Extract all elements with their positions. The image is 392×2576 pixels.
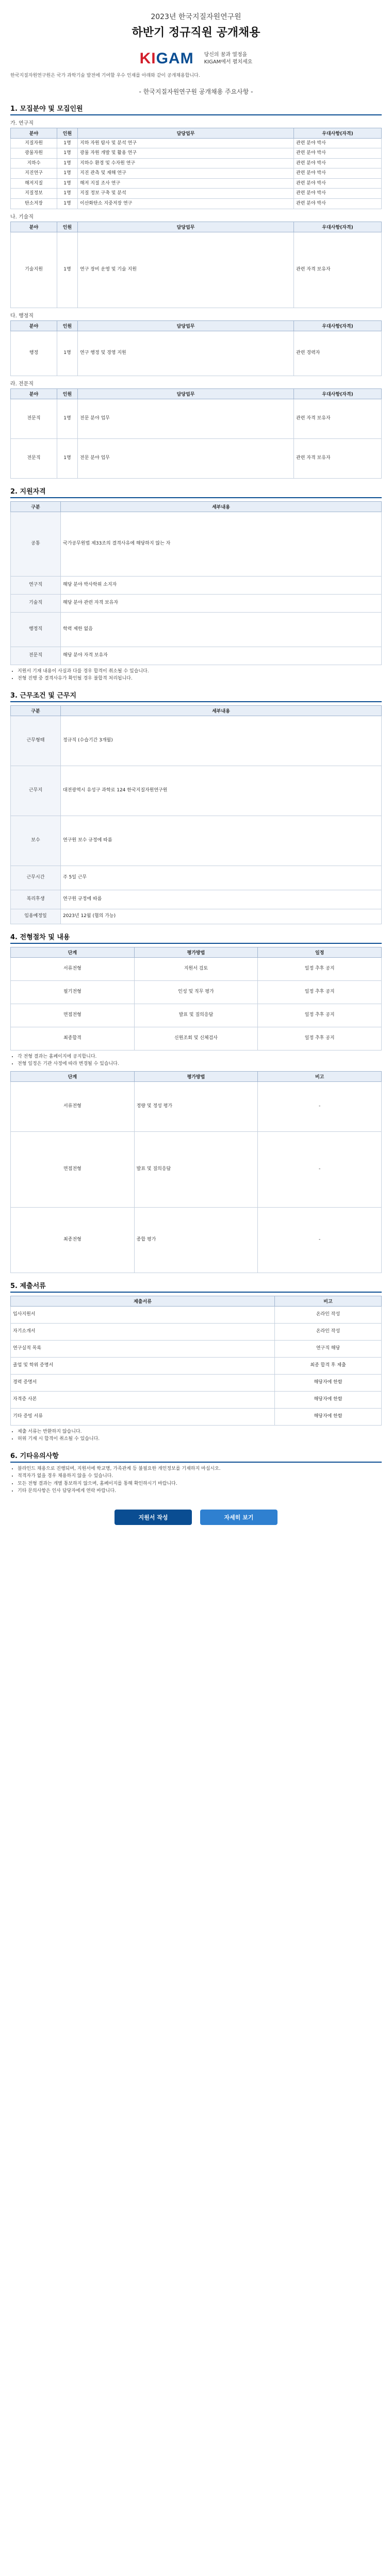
cell-duty: 광물 자원 개발 및 활용 연구 [78, 148, 294, 159]
cell-value: 국가공무원법 제33조의 결격사유에 해당하지 않는 자 [61, 512, 382, 576]
cell-method: 신원조회 및 신체검사 [134, 1027, 258, 1050]
table-row [11, 189, 382, 199]
th-duty: 담당업무 [78, 388, 294, 399]
intro-text: 한국지질자원연구원은 국가 과학기술 발전에 기여할 우수 인재를 아래와 같이 공개채용합니다. [10, 73, 200, 78]
conditions-table [10, 705, 382, 924]
logo-part-b: GAM [156, 50, 194, 67]
cell-key: 공통 [11, 512, 61, 576]
th-schedule: 일정 [258, 947, 382, 957]
cell-note: - [258, 1131, 382, 1207]
schedule-table [10, 947, 382, 1050]
cell-note: 최종 합격 후 제출 [275, 1357, 382, 1374]
cell-method: 인성 및 직무 평가 [134, 980, 258, 1004]
section-title-4: 4. 전형절차 및 내용 [10, 931, 382, 944]
cell-note: 연구직 해당 [275, 1340, 382, 1357]
th-duty: 담당업무 [78, 128, 294, 138]
cell-duty: 전문 분야 업무 [78, 399, 294, 438]
table-row [11, 199, 382, 209]
kigam-logo [140, 50, 194, 67]
logo-row [10, 50, 382, 67]
cell-value: 연구원 보수 규정에 따름 [61, 816, 382, 866]
cell-value: 해당 분야 자격 보유자 [61, 647, 382, 665]
list-item: • 지원서 기재 내용이 사실과 다를 경우 합격이 취소될 수 있습니다. [18, 668, 382, 675]
cell-value: 해당 분야 관련 자격 보유자 [61, 594, 382, 612]
cell-document: 자기소개서 [11, 1323, 275, 1340]
table-row [11, 647, 382, 665]
cell-count: 1명 [57, 158, 78, 168]
logo-part-a: KI [139, 50, 156, 67]
table-header-row [11, 320, 382, 331]
cell-field: 탄소저장 [11, 199, 57, 209]
cell-note: 온라인 작성 [275, 1306, 382, 1323]
cell-field: 지질자원 [11, 138, 57, 148]
cell-key: 근무지 [11, 766, 61, 816]
cell-field: 기술지원 [11, 232, 57, 308]
th-field: 분야 [11, 388, 57, 399]
th-content: 세부내용 [61, 705, 382, 716]
cell-method: 발표 및 질의응답 [134, 1004, 258, 1027]
documents-table [10, 1296, 382, 1426]
cell-document: 자격증 사본 [11, 1391, 275, 1408]
table-row [11, 816, 382, 866]
table-header-row [11, 388, 382, 399]
th-division: 구분 [11, 705, 61, 716]
list-item: • 블라인드 채용으로 진행되며, 지원서에 학교명, 가족관계 등 불필요한 개인정보를 기재하지 마십시오. [18, 1466, 382, 1473]
header-top: 2023년 한국지질자원연구원 [151, 13, 241, 21]
cell-method: 종합 평가 [134, 1207, 258, 1273]
cell-qual: 관련 분야 박사 [294, 158, 382, 168]
page [5, 0, 387, 1540]
cell-method: 지원서 검토 [134, 957, 258, 980]
section-process [10, 931, 382, 1273]
cell-value: 2023년 12월 (협의 가능) [61, 909, 382, 924]
research-table [10, 128, 382, 209]
cell-stage: 서류전형 [11, 957, 135, 980]
table-row [11, 909, 382, 924]
list-item: • 전형 일정은 기관 사정에 따라 변경될 수 있습니다. [18, 1061, 382, 1068]
th-method: 평가방법 [134, 1071, 258, 1081]
cell-qual: 관련 자격 보유자 [294, 438, 382, 478]
header [10, 5, 382, 43]
cell-qual: 관련 자격 보유자 [294, 232, 382, 308]
table-row [11, 576, 382, 594]
cell-field: 해저지질 [11, 178, 57, 189]
cell-note: 해당자에 한함 [275, 1374, 382, 1391]
table-row [11, 1027, 382, 1050]
cell-note: 온라인 작성 [275, 1323, 382, 1340]
th-content: 세부내용 [61, 501, 382, 512]
slogan [204, 52, 253, 66]
cell-field: 광물자원 [11, 148, 57, 159]
cell-count: 1명 [57, 331, 78, 376]
cell-stage: 필기전형 [11, 980, 135, 1004]
table-header-row [11, 705, 382, 716]
list-item: • 전형 진행 중 결격사유가 확인될 경우 불합격 처리됩니다. [18, 675, 382, 683]
cell-stage: 최종합격 [11, 1027, 135, 1050]
th-qual: 우대사항(자격) [294, 388, 382, 399]
section-qualification [10, 486, 382, 683]
section-title-5: 5. 제출서류 [10, 1280, 382, 1293]
th-duty: 담당업무 [78, 320, 294, 331]
cell-document: 입사지원서 [11, 1306, 275, 1323]
subtitle-research: 가. 연구직 [10, 120, 34, 126]
table-row [11, 1408, 382, 1425]
slogan-line-1: 당신의 꿈과 열정을 [204, 52, 248, 58]
cell-duty: 이산화탄소 지중저장 연구 [78, 199, 294, 209]
cell-document: 기타 증빙 서류 [11, 1408, 275, 1425]
section-title-2: 2. 지원자격 [10, 486, 382, 498]
cell-duty: 지하수 환경 및 수자원 연구 [78, 158, 294, 168]
cell-count: 1명 [57, 148, 78, 159]
table-header-row [11, 222, 382, 232]
table-row [11, 512, 382, 576]
cell-qual: 관련 분야 박사 [294, 148, 382, 159]
th-division: 구분 [11, 501, 61, 512]
qualification-table [10, 501, 382, 665]
cell-duty: 해저 지질 조사 연구 [78, 178, 294, 189]
cell-stage: 면접전형 [11, 1131, 135, 1207]
table-header-row [11, 1071, 382, 1081]
cell-qual: 관련 분야 박사 [294, 168, 382, 179]
cell-schedule: 일정 추후 공지 [258, 1004, 382, 1027]
cell-qual: 관련 자격 보유자 [294, 399, 382, 438]
apply-button[interactable]: 지원서 작성 [115, 1510, 192, 1525]
cell-value: 해당 분야 박사학위 소지자 [61, 576, 382, 594]
etc-notes [10, 1466, 382, 1495]
cell-field: 전문직 [11, 438, 57, 478]
th-field: 분야 [11, 320, 57, 331]
cell-duty: 지하 자원 탐사 및 분석 연구 [78, 138, 294, 148]
table-row [11, 1306, 382, 1323]
detail-button[interactable]: 자세히 보기 [200, 1510, 277, 1525]
table-row [11, 1131, 382, 1207]
list-item: • 각 전형 결과는 홈페이지에 공지합니다. [18, 1054, 382, 1061]
cell-note: - [258, 1081, 382, 1131]
th-count: 인원 [57, 222, 78, 232]
table-header-row [11, 128, 382, 138]
th-stage: 단계 [11, 947, 135, 957]
table-row [11, 138, 382, 148]
cell-count: 1명 [57, 199, 78, 209]
table-header-row [11, 947, 382, 957]
cell-field: 지진연구 [11, 168, 57, 179]
cell-document: 졸업 및 학위 증명서 [11, 1357, 275, 1374]
cell-duty: 전문 분야 업무 [78, 438, 294, 478]
list-item: • 모든 전형 결과는 개별 통보하지 않으며, 홈페이지를 통해 확인하시기 바랍니다. [18, 1481, 382, 1488]
table-row [11, 1374, 382, 1391]
th-count: 인원 [57, 128, 78, 138]
table-header-row [11, 1296, 382, 1306]
th-qual: 우대사항(자격) [294, 222, 382, 232]
table-row [11, 594, 382, 612]
cell-value: 대전광역시 유성구 과학로 124 한국지질자원연구원 [61, 766, 382, 816]
table-row [11, 612, 382, 647]
cell-key: 행정직 [11, 612, 61, 647]
table-row [11, 766, 382, 816]
cell-value: 정규직 (수습기간 3개월) [61, 716, 382, 766]
cell-schedule: 일정 추후 공지 [258, 980, 382, 1004]
cell-key: 보수 [11, 816, 61, 866]
table-row [11, 148, 382, 159]
cell-stage: 최종전형 [11, 1207, 135, 1273]
table-row [11, 1340, 382, 1357]
cell-duty: 지질 정보 구축 및 분석 [78, 189, 294, 199]
th-count: 인원 [57, 388, 78, 399]
document-notes [10, 1429, 382, 1443]
table-row [11, 438, 382, 478]
cell-qual: 관련 분야 박사 [294, 189, 382, 199]
table-row [11, 158, 382, 168]
cell-field: 행정 [11, 331, 57, 376]
table-row [11, 1391, 382, 1408]
qualification-notes [10, 668, 382, 683]
page-title: 하반기 정규직원 공개채용 [132, 26, 260, 39]
cell-qual: 관련 경력자 [294, 331, 382, 376]
table-row [11, 1207, 382, 1273]
pro-table [10, 388, 382, 479]
cell-count: 1명 [57, 438, 78, 478]
table-row [11, 1357, 382, 1374]
cell-value: 연구원 규정에 따름 [61, 890, 382, 909]
notice-title: - 한국지질자원연구원 공개채용 주요사항 - [139, 88, 253, 95]
cell-stage: 면접전형 [11, 1004, 135, 1027]
cell-note: 해당자에 한함 [275, 1408, 382, 1425]
th-field: 분야 [11, 128, 57, 138]
cell-value: 주 5일 근무 [61, 866, 382, 890]
button-row [10, 1510, 382, 1525]
table-row [11, 716, 382, 766]
cell-count: 1명 [57, 178, 78, 189]
subtitle-admin: 다. 행정직 [10, 313, 34, 319]
section-recruitment [10, 103, 382, 479]
table-row [11, 1323, 382, 1340]
cell-duty: 연구 행정 및 경영 지원 [78, 331, 294, 376]
cell-count: 1명 [57, 138, 78, 148]
cell-duty: 연구 장비 운영 및 기술 지원 [78, 232, 294, 308]
table-row [11, 890, 382, 909]
cell-key: 근무시간 [11, 866, 61, 890]
cell-field: 지하수 [11, 158, 57, 168]
section-title-6: 6. 기타유의사항 [10, 1450, 382, 1463]
th-document: 제출서류 [11, 1296, 275, 1306]
table-row [11, 168, 382, 179]
table-row [11, 1004, 382, 1027]
cell-note: - [258, 1207, 382, 1273]
cell-field: 지질정보 [11, 189, 57, 199]
tech-table [10, 222, 382, 308]
th-method: 평가방법 [134, 947, 258, 957]
section-title-3: 3. 근무조건 및 근무지 [10, 690, 382, 702]
cell-qual: 관련 분야 박사 [294, 178, 382, 189]
table-row [11, 331, 382, 376]
table-row [11, 399, 382, 438]
cell-key: 근무형태 [11, 716, 61, 766]
cell-method: 발표 및 질의응답 [134, 1131, 258, 1207]
section-etc [10, 1450, 382, 1495]
subtitle-pro: 라. 전문직 [10, 381, 34, 387]
table-row [11, 957, 382, 980]
th-qual: 우대사항(자격) [294, 320, 382, 331]
admin-table [10, 320, 382, 376]
cell-note: 해당자에 한함 [275, 1391, 382, 1408]
th-duty: 담당업무 [78, 222, 294, 232]
list-item: • 허위 기재 시 합격이 취소될 수 있습니다. [18, 1436, 382, 1443]
cell-method: 정량 및 정성 평가 [134, 1081, 258, 1131]
cell-count: 1명 [57, 232, 78, 308]
cell-document: 연구실적 목록 [11, 1340, 275, 1357]
list-item: • 적격자가 없을 경우 채용하지 않을 수 있습니다. [18, 1473, 382, 1480]
cell-duty: 지진 관측 및 재해 연구 [78, 168, 294, 179]
cell-count: 1명 [57, 399, 78, 438]
table-row [11, 866, 382, 890]
th-note: 비고 [258, 1071, 382, 1081]
section-conditions [10, 690, 382, 924]
section-documents [10, 1280, 382, 1443]
cell-key: 기술직 [11, 594, 61, 612]
table-row [11, 232, 382, 308]
cell-schedule: 일정 추후 공지 [258, 1027, 382, 1050]
cell-qual: 관련 분야 박사 [294, 199, 382, 209]
cell-value: 학력 제한 없음 [61, 612, 382, 647]
cell-key: 전문직 [11, 647, 61, 665]
cell-qual: 관련 분야 박사 [294, 138, 382, 148]
cell-schedule: 일정 추후 공지 [258, 957, 382, 980]
cell-count: 1명 [57, 168, 78, 179]
schedule-notes [10, 1054, 382, 1068]
cell-key: 임용예정일 [11, 909, 61, 924]
subtitle-tech: 나. 기술직 [10, 214, 34, 220]
th-count: 인원 [57, 320, 78, 331]
cell-field: 전문직 [11, 399, 57, 438]
table-row [11, 980, 382, 1004]
list-item: • 기타 문의사항은 인사 담당자에게 연락 바랍니다. [18, 1488, 382, 1495]
evaluation-table [10, 1071, 382, 1273]
cell-stage: 서류전형 [11, 1081, 135, 1131]
th-stage: 단계 [11, 1071, 135, 1081]
table-row [11, 1081, 382, 1131]
table-header-row [11, 501, 382, 512]
table-row [11, 178, 382, 189]
list-item: • 제출 서류는 반환하지 않습니다. [18, 1429, 382, 1436]
cell-key: 연구직 [11, 576, 61, 594]
cell-count: 1명 [57, 189, 78, 199]
section-title-1: 1. 모집분야 및 모집인원 [10, 103, 382, 115]
th-field: 분야 [11, 222, 57, 232]
th-qual: 우대사항(자격) [294, 128, 382, 138]
slogan-line-2: KIGAM에서 펼치세요 [204, 59, 253, 65]
cell-document: 경력 증명서 [11, 1374, 275, 1391]
th-note: 비고 [275, 1296, 382, 1306]
cell-key: 복리후생 [11, 890, 61, 909]
